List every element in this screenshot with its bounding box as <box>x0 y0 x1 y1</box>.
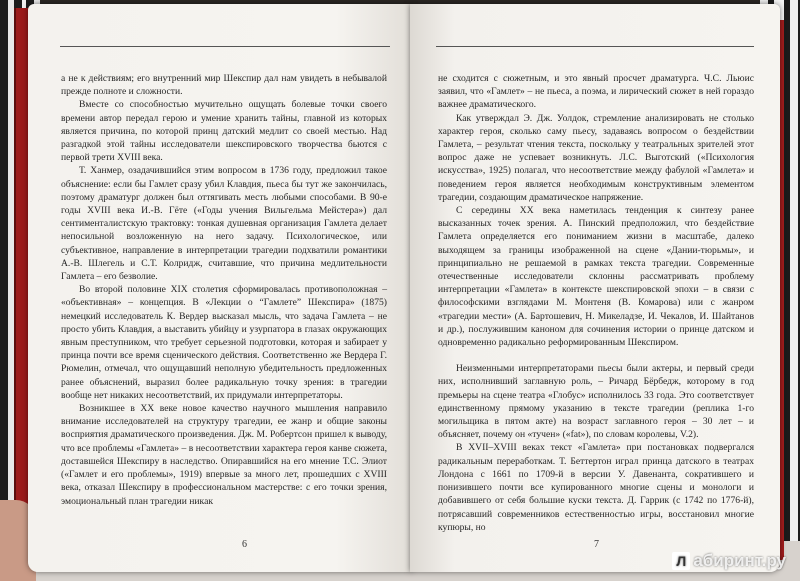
paragraph: Как утверждал Э. Дж. Уолдок, стремление анализировать не столько характер героя, сколько саму пьесу, задаваясь вопросом о бездействии Гамлета, – результат чтения текста, поскольку у театральных зрителей этот вопрос даже не успевает возникнуть. Л.С. Выготский («Психология искусства», 1925) полагал, что несоответствие между фабулой «Гамлета» и поведением героя является необходимым конструктивным элементом трагедии, создающим драматическое напряжение. <box>438 112 754 203</box>
watermark <box>672 551 786 571</box>
left-page <box>28 4 412 572</box>
paragraph: Вместе со способностью мучительно ощущать болевые точки своего времени автор передал герою и умение хранить тайны, главной из которых является причина, по которой принц датский медлит со своей местью. Над разгадкой этой тайны исследователи шекспировского творчества бьются с первой трети XVIII века. <box>61 99 387 164</box>
header-rule <box>60 46 390 47</box>
paragraph: Возникшее в XX веке новое качество научного мышления направило внимание исследователей на структуру трагедии, ее жанр и общие законы восприятия драматического произведения. Дж. М. Робертсон пришел к выводу, что все проблемы «Гамлета» – в несоответствии характера героя канве сюжета, доставшейся Шекспиру в наследство. Опиравшийся на его мнение Т.С. Элиот («Гамлет и его проблемы», 1919) впервые за много лет, прошедших с XVIII века, отказал Шекспиру в профессиональном мастерстве: с его точки зрения, эмоциональный план трагедии никак <box>61 403 387 507</box>
page-number: 7 <box>594 539 599 550</box>
labirint-logo-icon: Л <box>672 552 690 570</box>
page-number: 6 <box>242 539 247 550</box>
paragraph: Неизменными интерпретаторами пьесы были актеры, и первый среди них, исполнивший заглавную роль, – Ричард Бёрбедж, которому в год премьеры на сцене театра «Глобус» исполнилось 33 года. Это соответствует единственному прямому указанию в тексте трагедии (реплика 1-го могильщика в пятом акте) на возраст заглавного героя – 30 лет – и объясняет, почему он «тучен» («fat»), по словам королевы, V.2). <box>438 363 754 441</box>
right-page <box>410 4 780 572</box>
paragraph: В XVII–XVIII веках текст «Гамлета» при постановках подвергался радикальным переработкам. Т. Беттертон играл принца датского в театрах Лондона с 1661 по 1709-й в версии У. Давенанта, сократившего и понизившего почти все купированного многие сцены и монологи и добавившего от себя большие куски текста. Д. Гаррик (с 1742 по 1776-й), потрясавший современников естественностью игры, восстановил многие купюры, но <box>438 442 754 533</box>
right-page-text <box>438 72 754 534</box>
watermark-text: абиринт.ру <box>693 551 786 570</box>
paragraph: Т. Ханмер, озадачившийся этим вопросом в 1736 году, предложил такое объяснение: если бы Гамлет сразу убил Клавдия, пьеса бы тут же закончилась, поэтому драматург должен был оттягивать месть любыми способами. В 90-е годы XVIII века И.-В. Гёте («Годы учения Вильгельма Мейстера») дал сентименталистскую трактовку: тонкая душевная организация Гамлета делает непосильной возложенную на него задачу. Психологическое, или субъективное, направление в интерпретации трагедии подхватили романтики А.-В. Шлегель и С.Т. Колридж, считавшие, что причина медлительности Гамлета – его безволие. <box>61 165 387 283</box>
paragraph: С середины XX века наметилась тенденция к синтезу ранее высказанных точек зрения. А. Пинский предположил, что бездействие Гамлета определяется его пониманием жизни в масштабе, далеко выходящем за границы изображенной на сцене «Дании-тюрьмы», и принципиально не решаемой в рамках текста трагедии. Современные отечественные исследователи склонны рассматривать проблему интерпретации «Гамлета» в контексте шекспировской эпохи – в связи с философскими взглядами М. Монтеня (В. Комарова) или с жанром «трагедии мести» (А. Бартошевич, Н. Микеладзе, И. Чекалов, И. Шайтанов и др.), послужившим каноном для сочинения истории о принце датском и одновременно радикально реформированным Шекспиром. <box>438 205 754 349</box>
paragraph: а не к действиям; его внутренний мир Шекспир дал нам увидеть в небывалой прежде полноте и сложности. <box>61 73 387 98</box>
paragraph: Во второй половине XIX столетия сформировалась противоположная – «объективная» – концепция. В «Лекции о “Гамлете” Шекспира» (1875) немецкий исследователь К. Вердер высказал мысль, что задача Гамлета – не просто убить Клавдия, а выставить убийцу и узурпатора в глазах окружающих явным преступником, что требует серьезной подготовки, которая и забирает у принца почти все время сценического действия. Соответственно же Вердера Г. Рюмелин, отмечал, что ощущавший неполную убедительность предложенных ранее объяснений, выразил более радикальную точку зрения: в трагедии вообще нет никаких несоответствий, их придумали интерпретаторы. <box>61 284 387 401</box>
left-page-text <box>61 72 387 508</box>
header-rule <box>436 46 754 47</box>
paragraph: не сходится с сюжетным, и это явный просчет драматурга. Ч.С. Льюис заявил, что «Гамлет» – не пьеса, а поэма, и лирический сюжет в ней гораздо важнее драматического. <box>438 73 754 111</box>
